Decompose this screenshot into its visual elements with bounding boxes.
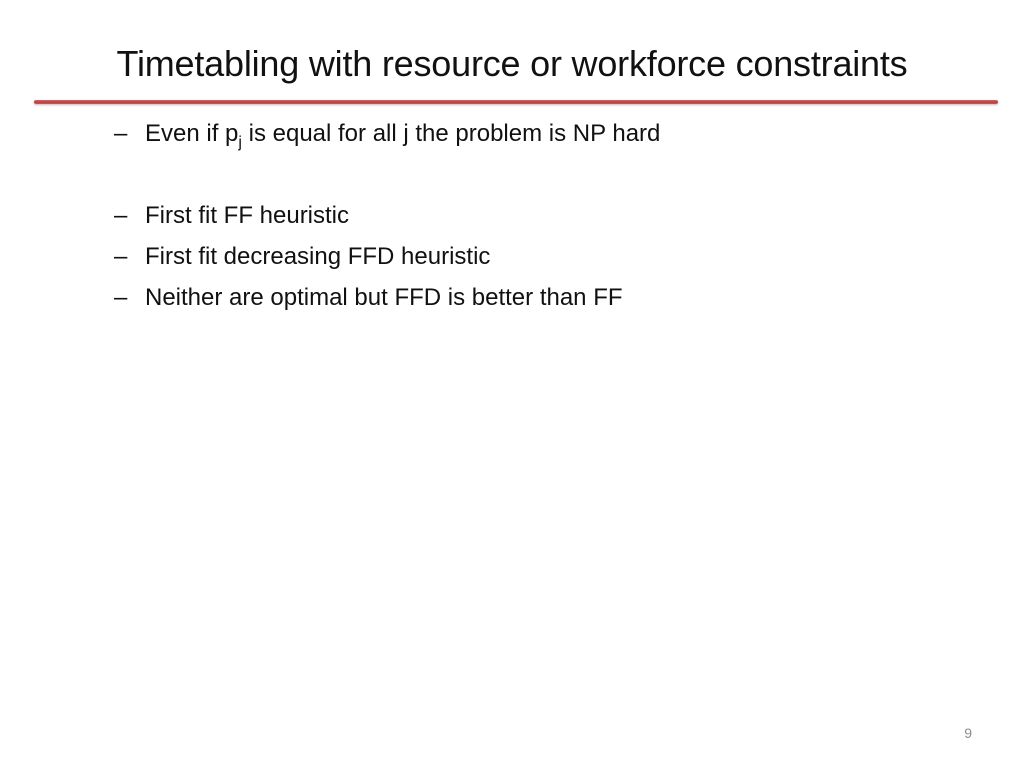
dash-bullet-icon: – [114,120,128,147]
page-number: 9 [964,725,972,741]
slide-title: Timetabling with resource or workforce constraints [116,43,908,84]
bullet-text-prefix: Even if p [145,120,239,147]
bullet-text: First fit FF heuristic [145,202,350,229]
list-item [114,118,660,150]
dash-bullet-icon: – [114,243,128,270]
bullet-text: Neither are optimal but FFD is better than FF [145,284,623,311]
bullet-text-suffix: is equal for all j the problem is NP hard [241,120,661,147]
list-item [114,200,349,232]
bullet-text [145,120,661,151]
bullet-text: First fit decreasing FFD heuristic [145,243,491,270]
list-item [114,282,623,314]
bullet-subscript: j [238,134,242,151]
dash-bullet-icon: – [114,202,128,229]
list-item [114,241,490,273]
dash-bullet-icon: – [114,284,128,311]
